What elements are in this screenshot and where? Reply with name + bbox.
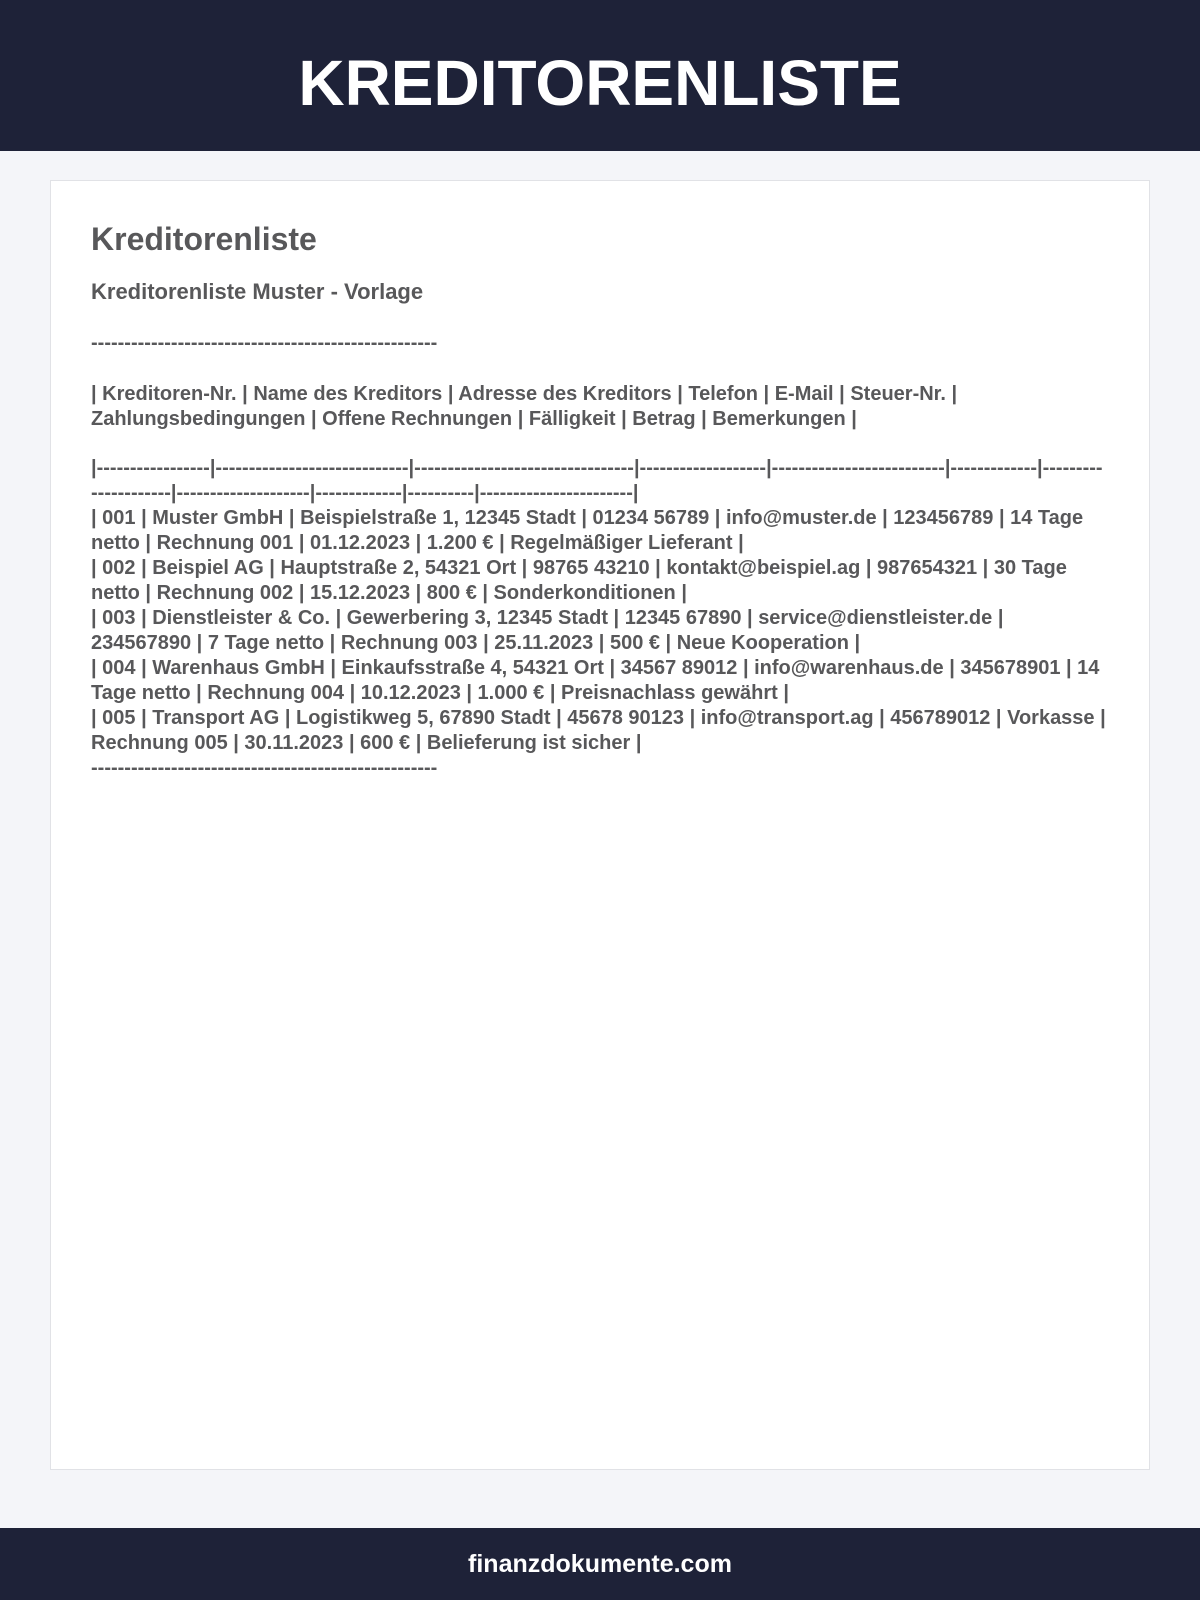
divider-top: ---------------------------------------------------- (91, 332, 438, 354)
table-row: | 001 | Muster GmbH | Beispielstraße 1, 12345 Stadt | 01234 56789 | info@muster.de | 123456789 | 14 Tage netto | Rechnung 001 | 01.12.2023 | 1.200 € | Regelmäßiger Lieferant | (91, 507, 1084, 554)
table-header-row: | Kreditoren-Nr. | Name des Kreditors | Adresse des Kreditors | Telefon | E-Mail | Steuer-Nr. | Zahlungsbedingungen | Offene Rechnungen | Fälligkeit | Betrag | Bemerkungen | (91, 383, 958, 430)
table-row: | 005 | Transport AG | Logistikweg 5, 67890 Stadt | 45678 90123 | info@transport.ag | 456789012 | Vorkasse | Rechnung 005 | 30.11.2023 | 600 € | Belieferung ist sicher | (91, 707, 1106, 754)
document-card (50, 180, 1150, 1470)
footer-banner (0, 1528, 1200, 1600)
document-title: Kreditorenliste (91, 221, 317, 257)
table-row: | 004 | Warenhaus GmbH | Einkaufsstraße 4, 54321 Ort | 34567 89012 | info@warenhaus.de | 345678901 | 14 Tage netto | Rechnung 004 | 10.12.2023 | 1.000 € | Preisnachlass gewährt | (91, 657, 1100, 704)
table-rows (91, 506, 1109, 756)
divider-bottom: ---------------------------------------------------- (91, 757, 438, 779)
header-banner (0, 0, 1200, 151)
table-separator: |-----------------|-----------------------------|---------------------------------|-------------------|--------------------------|-------------|---------------------|--------------------|-------------|----------|-----------------------| (91, 457, 1103, 504)
footer-site-link[interactable]: finanzdokumente.com (468, 1549, 732, 1578)
document-subtitle: Kreditorenliste Muster - Vorlage (91, 279, 424, 304)
table-row: | 003 | Dienstleister & Co. | Gewerbering 3, 12345 Stadt | 12345 67890 | service@dienstleister.de | 234567890 | 7 Tage netto | Rechnung 003 | 25.11.2023 | 500 € | Neue Kooperation | (91, 607, 1004, 654)
content-area (0, 151, 1200, 1470)
table-row: | 002 | Beispiel AG | Hauptstraße 2, 54321 Ort | 98765 43210 | kontakt@beispiel.ag | 987654321 | 30 Tage netto | Rechnung 002 | 15.12.2023 | 800 € | Sonderkonditionen | (91, 557, 1067, 604)
table-block (91, 456, 1109, 781)
page-title: KREDITORENLISTE (298, 47, 902, 120)
